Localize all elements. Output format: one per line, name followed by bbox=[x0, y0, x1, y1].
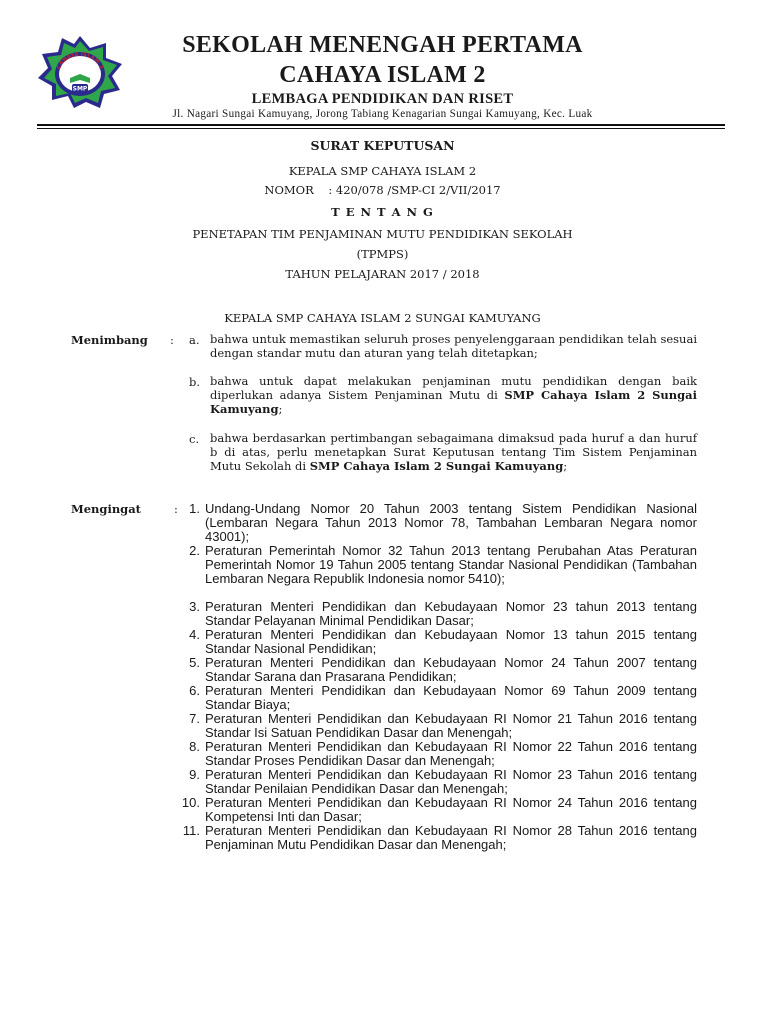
mengingat-item-4: Peraturan Menteri Pendidikan dan Kebudayaan Nomor 13 tahun 2015 tentang Standar Nasional Pendidikan; bbox=[205, 627, 697, 656]
decree-title: SURAT KEPUTUSAN bbox=[310, 138, 455, 153]
mengingat-item-6: Peraturan Menteri Pendidikan dan Kebudayaan Nomor 69 Tahun 2009 tentang Standar Biaya; bbox=[205, 683, 697, 712]
mengingat-num-4: 4. bbox=[189, 627, 200, 642]
school-ref-b: SMP Cahaya Islam 2 Sungai Kamuyang bbox=[210, 388, 698, 416]
menimbang-item-b bbox=[210, 374, 697, 416]
mengingat-num-9: 9. bbox=[189, 767, 200, 782]
menimbang-letter-b: b. bbox=[189, 375, 201, 389]
menimbang-end-b: ; bbox=[278, 402, 283, 416]
school-logo bbox=[34, 34, 126, 110]
mengingat-num-2: 2. bbox=[189, 543, 200, 558]
mengingat-num-11: 11. bbox=[182, 823, 200, 838]
mengingat-item-11: Peraturan Menteri Pendidikan dan Kebudayaan RI Nomor 28 Tahun 2016 tentang Penjaminan Mutu Pendidikan Dasar dan Menengah; bbox=[205, 823, 697, 852]
mengingat-item-10: Peraturan Menteri Pendidikan dan Kebudayaan RI Nomor 24 Tahun 2016 tentang Kompetensi Inti dan Dasar; bbox=[205, 795, 697, 824]
school-year: TAHUN PELAJARAN 2017 / 2018 bbox=[285, 267, 480, 281]
mengingat-item-5: Peraturan Menteri Pendidikan dan Kebudayaan Nomor 24 Tahun 2007 tentang Standar Sarana dan Prasarana Pendidikan; bbox=[205, 655, 697, 684]
about-label: T E N T A N G bbox=[331, 205, 434, 219]
menimbang-text-a: bahwa untuk memastikan seluruh proses penyelenggaraan pendidikan telah sesuai dengan standar mutu dan aturan yang telah ditetapkan; bbox=[210, 332, 697, 360]
mengingat-item-2: Peraturan Pemerintah Nomor 32 Tahun 2013 tentang Perubahan Atas Peraturan Pemerintah Nomor 19 Tahun 2005 tentang Standar Nasional Pendidikan (Tambahan Lembaran Negara Republik Indonesia nomor 5410); bbox=[205, 543, 697, 586]
mengingat-num-1: 1. bbox=[189, 501, 200, 516]
decree-subject: PENETAPAN TIM PENJAMINAN MUTU PENDIDIKAN SEKOLAH bbox=[192, 227, 573, 241]
header-rule-thin bbox=[37, 128, 725, 129]
menimbang-letter-c: c. bbox=[189, 432, 200, 446]
head-title: KEPALA SMP CAHAYA ISLAM 2 SUNGAI KAMUYANG bbox=[224, 311, 541, 325]
mengingat-num-8: 8. bbox=[189, 739, 200, 754]
school-ref-c: SMP Cahaya Islam 2 Sungai Kamuyang bbox=[309, 459, 564, 473]
institution-name: LEMBAGA PENDIDIKAN DAN RISET bbox=[251, 91, 514, 107]
mengingat-num-7: 7. bbox=[189, 711, 200, 726]
menimbang-text-b: bahwa untuk dapat melakukan penjaminan mutu pendidikan dengan baik diperlukan adanya Sistem Penjaminan Mutu di bbox=[210, 374, 697, 402]
mengingat-item-1: Undang-Undang Nomor 20 Tahun 2003 tentang Sistem Pendidikan Nasional (Lembaran Negara Tahun 2013 Nomor 78, Tambahan Lembaran Negara nomor 43001); bbox=[205, 501, 697, 544]
mengingat-label: Mengingat bbox=[71, 502, 141, 516]
mengingat-item-7: Peraturan Menteri Pendidikan dan Kebudayaan RI Nomor 21 Tahun 2016 tentang Standar Isi Satuan Pendidikan Dasar dan Menengah; bbox=[205, 711, 697, 740]
mengingat-item-3: Peraturan Menteri Pendidikan dan Kebudayaan Nomor 23 tahun 2013 tentang Standar Pelayanan Minimal Pendidikan Dasar; bbox=[205, 599, 697, 628]
school-type: SEKOLAH MENENGAH PERTAMA bbox=[182, 32, 583, 58]
school-name: CAHAYA ISLAM 2 bbox=[279, 62, 486, 88]
menimbang-letter-a: a. bbox=[189, 333, 200, 347]
menimbang-item-c bbox=[210, 431, 697, 473]
mengingat-num-5: 5. bbox=[189, 655, 200, 670]
mengingat-num-3: 3. bbox=[189, 599, 200, 614]
decree-number: NOMOR : 420/078 /SMP-CI 2/VII/2017 bbox=[264, 183, 501, 197]
menimbang-label: Menimbang bbox=[71, 333, 148, 347]
mengingat-item-8: Peraturan Menteri Pendidikan dan Kebudayaan RI Nomor 22 Tahun 2016 tentang Standar Proses Pendidikan Dasar dan Menengah; bbox=[205, 739, 697, 768]
logo-text: CAHAYA ISLAM 2 bbox=[56, 51, 104, 71]
menimbang-text-c: bahwa berdasarkan pertimbangan sebagaimana dimaksud pada huruf a dan huruf b di atas, perlu menetapkan Surat Keputusan tentang Tim Sistem Penjaminan Mutu Sekolah di bbox=[210, 431, 697, 473]
mengingat-item-9: Peraturan Menteri Pendidikan dan Kebudayaan RI Nomor 23 Tahun 2016 tentang Standar Penilaian Pendidikan Dasar dan Menengah; bbox=[205, 767, 697, 796]
school-address: Jl. Nagari Sungai Kamuyang, Jorong Tabiang Kenagarian Sungai Kamuyang, Kec. Luak bbox=[172, 108, 593, 120]
decree-issuer: KEPALA SMP CAHAYA ISLAM 2 bbox=[288, 164, 477, 178]
mengingat-num-6: 6. bbox=[189, 683, 200, 698]
header-rule-thick bbox=[37, 124, 725, 126]
menimbang-colon: : bbox=[170, 333, 174, 347]
mengingat-colon: : bbox=[174, 502, 178, 516]
logo-badge-text: SMP bbox=[72, 85, 88, 93]
menimbang-item-a bbox=[210, 332, 697, 360]
mengingat-num-10: 10. bbox=[181, 795, 200, 810]
menimbang-end-c: ; bbox=[563, 459, 568, 473]
decree-subject-abbr: (TPMPS) bbox=[356, 247, 409, 261]
